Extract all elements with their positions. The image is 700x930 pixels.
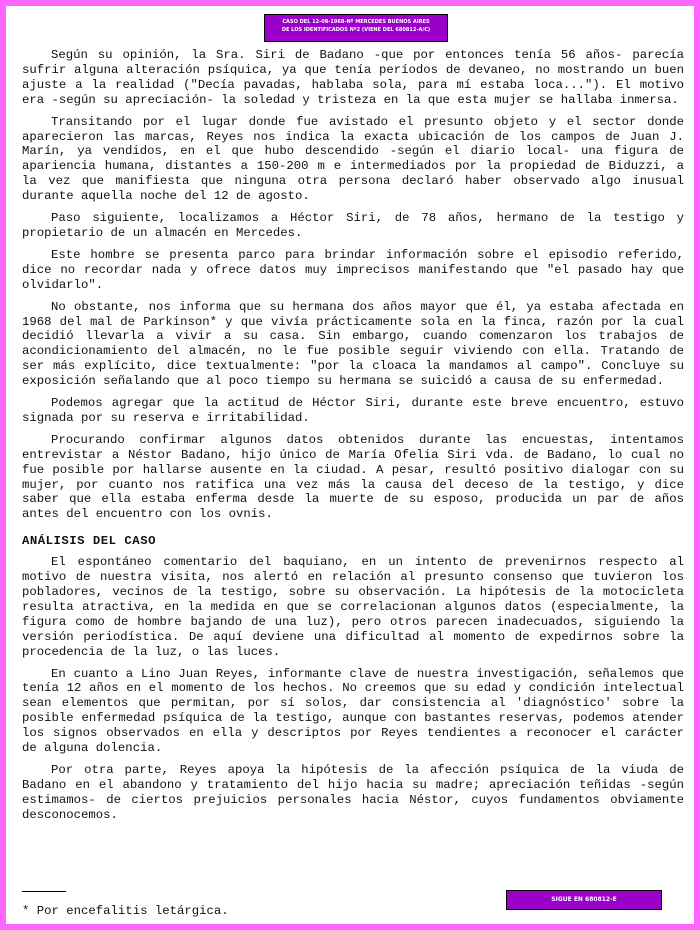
section-title: ANÁLISIS DEL CASO [22,534,156,549]
analysis-paragraph: El espontáneo comentario del baquiano, en un intento de prevenirnos respecto al motivo de nuestra visita, nos alertó en relación al presunto consenso que tuvieron los pobladores, vecinos de la testigo, sobre su observación. La hipótesis de la motocicleta resulta atractiva, en la medida en que se correlacionan algunos datos (especialmente, la figura como de hombre bajando de una luz), pero otros parecen inadecuados, siguiendo la versión periodística. De aquí deviene una dificultad al momento de expedirnos sobre la procedencia de la luz, o las luces. [22,555,684,659]
footnote-divider [22,891,66,892]
paragraph: Podemos agregar que la actitud de Héctor Siri, durante este breve encuentro, estuvo signada por su reserva e irritabilidad. [22,396,684,425]
paragraph: Este hombre se presenta parco para brindar información sobre el episodio referido, dice no recordar nada y ofrece datos muy imprecisos manifestando que "el pasado hay que olvidarlo". [22,247,684,292]
case-header-label [264,14,448,42]
case-header-line-2: DE LOS IDENTIFICADOS Nº2 (VIENE DEL 680812-A/C) [281,26,431,33]
document-page [6,6,694,924]
paragraph: No obstante, nos informa que su hermana dos años mayor que él, ya estaba afectada en 1968 del mal de Parkinson* y que vivía prácticamente sola en la finca, razón por la cual decidió llevarla a vivir a su casa. Sin embargo, cuando comenzaron los trabajos de acondicionamiento del almacén, no le fue posible seguir viviendo con ella. Tratando de ser más explícito, dice textualmente: "por la cloaca la mandamos al campo". Concluye su exposición señalando que al poco tiempo su hermana se suicidó a causa de su enfermedad. [22,299,684,389]
paragraph: Paso siguiente, localizamos a Héctor Siri, de 78 años, hermano de la testigo y propietario de un almacén en Mercedes. [22,211,684,240]
footnote: * Por encefalitis letárgica. [22,904,229,918]
paragraph: Procurando confirmar algunos datos obtenidos durante las encuestas, intentamos entrevistar a Néstor Badano, hijo único de María Ofelia Siri vda. de Badano, lo cual no fue posible por hallarse ausente en la ciudad. A pesar, resultó positivo dialogar con su mujer, por cuanto nos ratifica una vez más la causa del deceso de la testigo, y dice saber que ella estaba enferma desde la muerte de su esposo, producida un par de años antes del encuentro con los ovnis. [22,432,684,522]
continue-label: SIGUE EN 680812-E [506,890,662,910]
paragraph: Según su opinión, la Sra. Siri de Badano -que por entonces tenía 56 años- parecía sufrir alguna alteración psíquica, ya que tenía períodos de devaneo, no mostrando un buen ajuste a la realidad ("Decía pavadas, hablaba sola, para mí estaba loca..."). El motivo era -según su apreciación- la soledad y tristeza en la que esta mujer se hallaba inmersa. [22,48,684,107]
analysis-paragraph: En cuanto a Lino Juan Reyes, informante clave de nuestra investigación, señalemos que tenía 12 años en el momento de los hechos. No creemos que su edad y condición intelectual sean elementos que permitan, por sí solos, dar consistencia al 'diagnóstico' sobre la posible enfermedad psíquica de la testigo, aunque con bastantes reservas, podemos atender los signos observados en ella y descriptos por Reyes tendientes a reconocer el carácter de alguna dolencia. [22,666,684,756]
document-body [22,48,684,830]
analysis-paragraph: Por otra parte, Reyes apoya la hipótesis de la afección psíquica de la viuda de Badano en el abandono y tratamiento del hijo hacia su madre; apreciación teñidas -según estimamos- de ciertos prejuicios personales hacia Néstor, cuyos fundamentos obviamente desconocemos. [22,762,684,822]
case-header-line-1: CASO DEL 12-08-1968-Nº MERCEDES BUENOS AIRES [282,19,430,25]
paragraph: Transitando por el lugar donde fue avistado el presunto objeto y el sector donde aparecieron las marcas, Reyes nos indica la exacta ubicación de los campos de Juan J. Marín, ya vendidos, en el que hubo descendido -según el diario local- una figura de apariencia humana, distantes a 150-200 m e intermediados por la propiedad de Biduzzi, a la vez que manifiesta que ninguna otra persona declaró haber observado algo inusual durante aquella noche del 12 de agosto. [22,114,684,204]
